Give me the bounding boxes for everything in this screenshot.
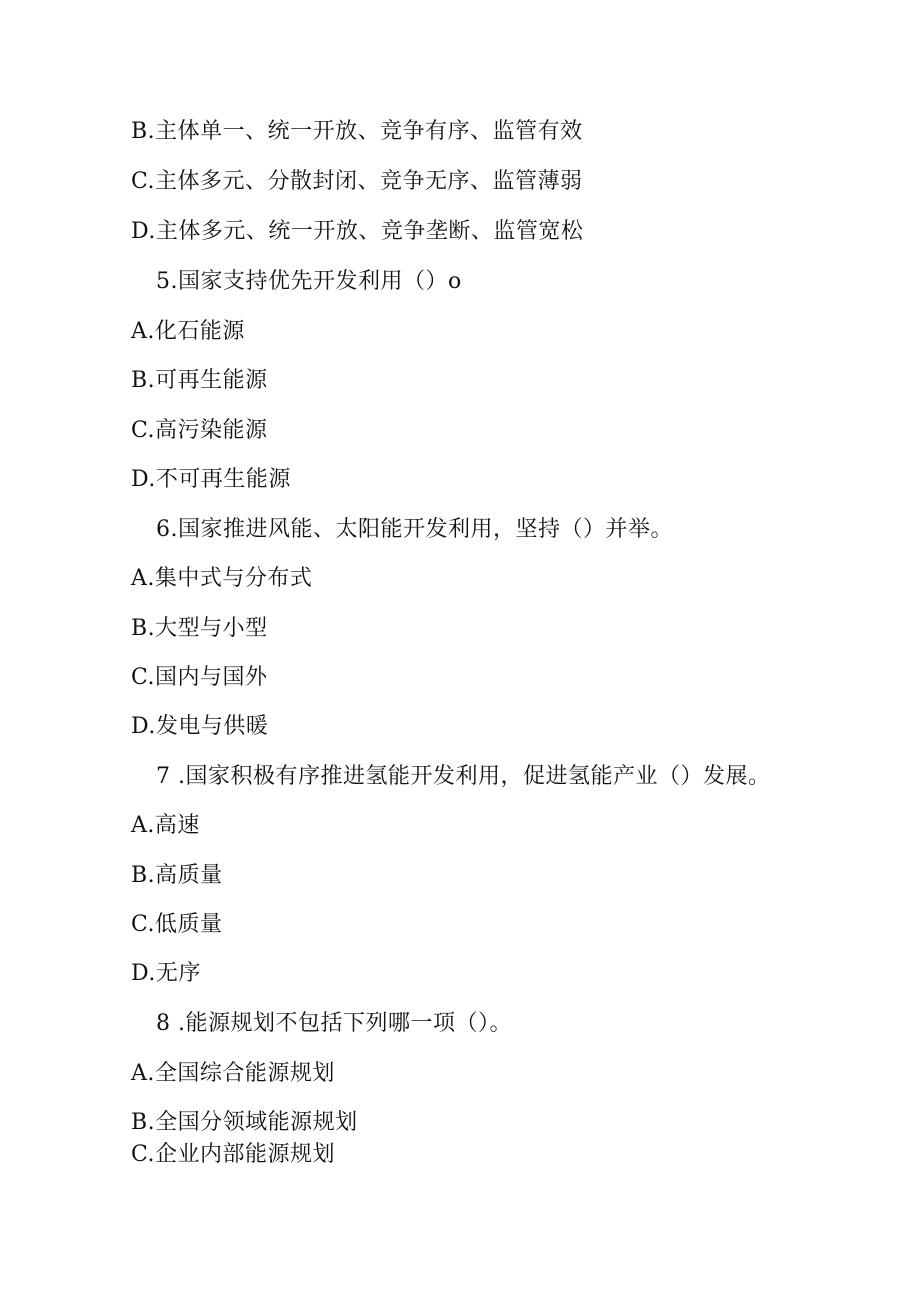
q7-option-d: D.无序 — [131, 961, 201, 986]
q4-option-d: D.主体多元、统一开放、竞争垄断、监管宽松 — [131, 219, 584, 244]
q7-option-a: A.高速 — [131, 813, 200, 838]
q8-option-a: A.全国综合能源规划 — [131, 1061, 335, 1086]
q8-option-b: B.全国分领域能源规划 — [131, 1110, 358, 1135]
q8-option-c: C.企业内部能源规划 — [131, 1142, 336, 1167]
q7-option-c: C.低质量 — [131, 912, 223, 937]
q5-option-a: A.化石能源 — [131, 319, 245, 344]
q7-option-b: B.高质量 — [131, 863, 223, 888]
q4-option-c: C.主体多元、分散封闭、竞争无序、监管薄弱 — [131, 169, 583, 194]
q6-option-b: B.大型与小型 — [131, 616, 268, 641]
q5-option-b: B.可再生能源 — [131, 368, 268, 393]
q5-stem: 5.国家支持优先开发利用（）o — [156, 269, 462, 294]
q6-option-c: C.国内与国外 — [131, 665, 268, 690]
q6-option-d: D.发电与供暖 — [131, 714, 269, 739]
q8-stem: 8 .能源规划不包括下列哪一项（）。 — [156, 1011, 512, 1036]
q6-option-a: A.集中式与分布式 — [131, 566, 313, 591]
q7-stem: 7 .国家积极有序推进氢能开发利用，促进氢能产业（）发展。 — [156, 764, 771, 789]
q4-option-b: B.主体单一、统一开放、竞争有序、监管有效 — [131, 119, 583, 144]
q6-stem: 6.国家推进风能、太阳能开发利用，坚持（）并举。 — [156, 517, 673, 542]
q5-option-c: C.高污染能源 — [131, 418, 268, 443]
q5-option-d: D.不可再生能源 — [131, 467, 291, 492]
